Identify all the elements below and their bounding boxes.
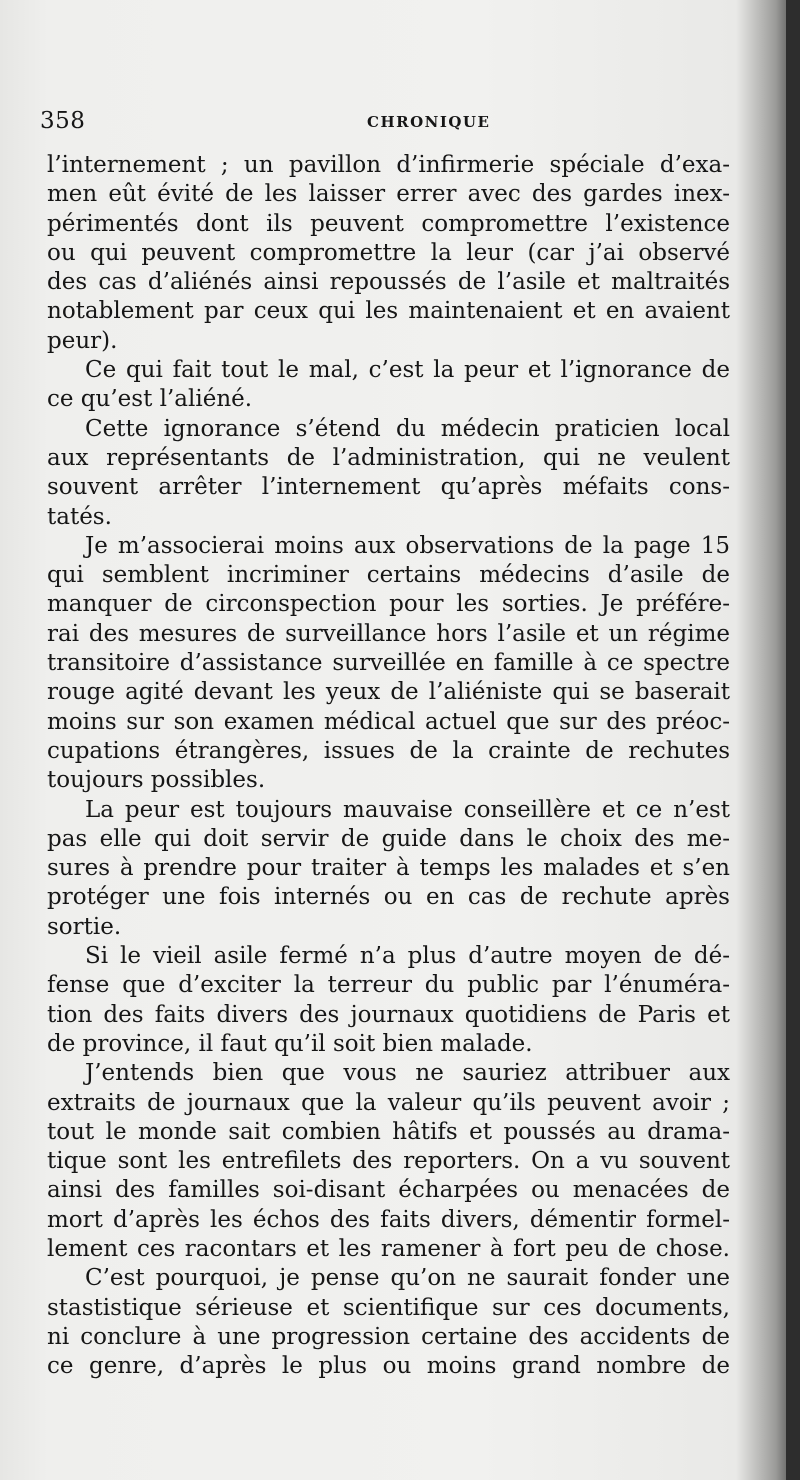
text-line: C’est pourquoi, je pense qu’on ne saurait fonder une: [85, 1265, 730, 1292]
text-line: qui semblent incriminer certains médecins d’asile de: [47, 562, 730, 589]
text-line: sures à prendre pour traiter à temps les malades et s’en: [47, 855, 730, 882]
page-number: 358: [40, 108, 86, 134]
text-line: tion des faits divers des journaux quotidiens de Paris et: [47, 1001, 730, 1028]
text-line: des cas d’aliénés ainsi repoussés de l’asile et maltraités: [47, 269, 730, 296]
text-line: stastistique sérieuse et scientifique sur ces documents,: [47, 1294, 730, 1321]
text-line: périmentés dont ils peuvent compromettre l’existence: [47, 210, 730, 237]
text-line: fense que d’exciter la terreur du public par l’énuméra-: [47, 972, 730, 999]
text-line: extraits de journaux que la valeur qu’ils peuvent avoir ;: [47, 1089, 730, 1116]
text-line: ou qui peuvent compromettre la leur (car j’ai observé: [47, 239, 730, 266]
page-header: [40, 108, 740, 138]
text-line: protéger une fois internés ou en cas de rechute après: [47, 884, 730, 911]
text-line: sortie.: [47, 913, 122, 940]
text-line: La peur est toujours mauvaise conseillère et ce n’est: [85, 796, 730, 823]
text-line: men eût évité de les laisser errer avec des gardes inex-: [47, 181, 730, 208]
text-line: l’internement ; un pavillon d’infirmerie spéciale d’exa-: [47, 152, 730, 178]
text-line: aux représentants de l’administration, qui ne veulent: [47, 444, 730, 471]
text-line: ce genre, d’après le plus ou moins grand nombre de: [47, 1353, 730, 1380]
text-line: rai des mesures de surveillance hors l’asile et un régime: [47, 620, 730, 647]
text-line: ce qu’est l’aliéné.: [47, 386, 253, 413]
text-line: pas elle qui doit servir de guide dans le choix des me-: [47, 825, 730, 852]
text-line: souvent arrêter l’internement qu’après méfaits cons-: [47, 474, 730, 501]
text-line: Ce qui fait tout le mal, c’est la peur et l’ignorance de: [85, 357, 730, 384]
text-line: toujours possibles.: [47, 767, 266, 794]
text-line: tout le monde sait combien hâtifs et poussés au drama-: [47, 1118, 730, 1145]
text-line: Cette ignorance s’étend du médecin praticien local: [85, 415, 730, 442]
text-line: manquer de circonspection pour les sorties. Je préfére-: [47, 591, 730, 618]
text-line: ni conclure à une progression certaine des accidents de: [47, 1323, 730, 1350]
text-line: Je m’associerai moins aux observations de la page 15: [85, 532, 730, 559]
text-line: notablement par ceux qui les maintenaient et en avaient: [47, 298, 730, 325]
text-line: cupations étrangères, issues de la crainte de rechutes: [47, 737, 730, 764]
running-title: CHRONIQUE: [367, 113, 491, 131]
text-line: transitoire d’assistance surveillée en famille à ce spectre: [47, 650, 730, 677]
page-edge-shadow: [786, 0, 800, 1480]
text-line: de province, il faut qu’il soit bien malade.: [47, 1030, 533, 1057]
body-text: [47, 151, 730, 1381]
text-line: J’entends bien que vous ne sauriez attribuer aux: [85, 1060, 730, 1087]
text-line: tique sont les entrefilets des reporters. On a vu souvent: [47, 1148, 730, 1175]
text-line: moins sur son examen médical actuel que sur des préoc-: [47, 708, 730, 735]
text-line: lement ces racontars et les ramener à fort peu de chose.: [47, 1235, 730, 1262]
text-line: Si le vieil asile fermé n’a plus d’autre moyen de dé-: [85, 943, 730, 970]
text-line: tatés.: [47, 503, 112, 530]
text-line: ainsi des familles soi-disant écharpées ou menacées de: [47, 1177, 730, 1204]
text-line: peur).: [47, 327, 118, 354]
text-line: rouge agité devant les yeux de l’aliéniste qui se baserait: [47, 679, 730, 706]
text-line: mort d’après les échos des faits divers, démentir formel-: [47, 1206, 730, 1233]
